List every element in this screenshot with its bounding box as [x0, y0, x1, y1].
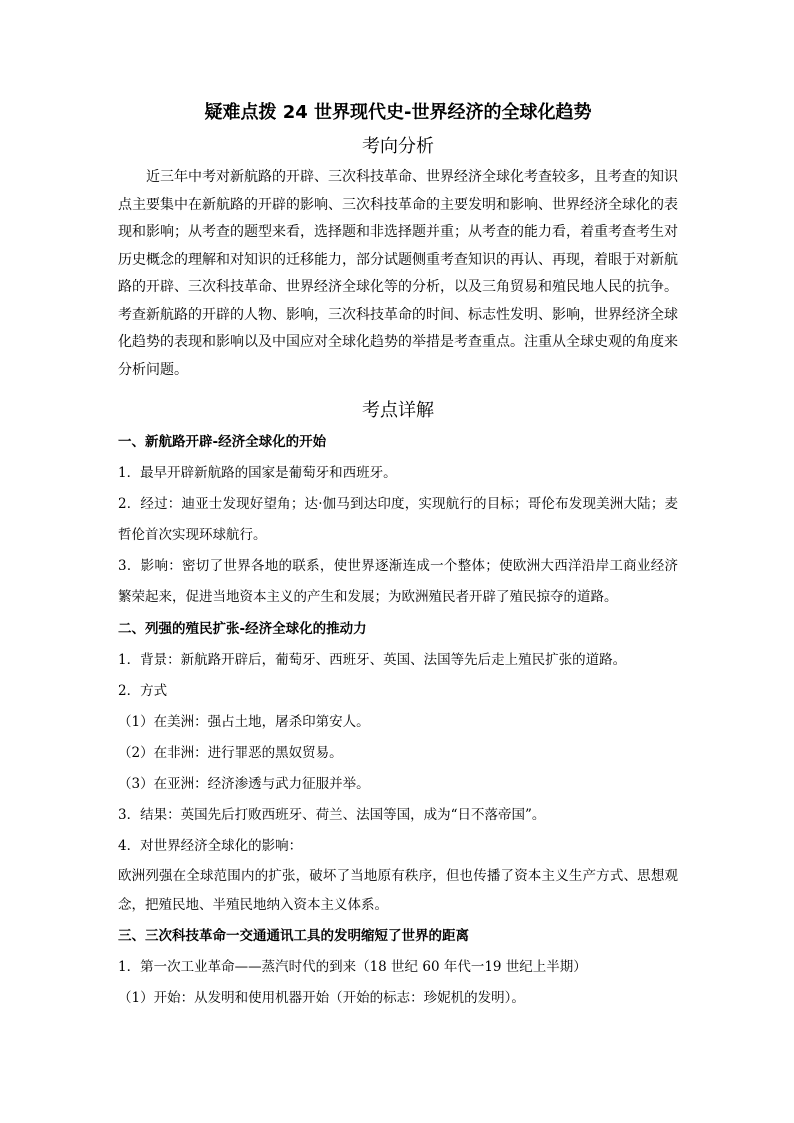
list-item: （3）在亚洲：经济渗透与武力征服并举。 [118, 776, 370, 792]
list-item: （2）在非洲：进行罪恶的黑奴贸易。 [118, 745, 343, 761]
list-item: 2．方式 [118, 683, 168, 699]
analysis-paragraph: 近三年中考对新航路的开辟、三次科技革命、世界经济全球化考查较多，且考查的知识点主要集中在新航路的开辟的影响、三次科技革命的主要发明和影响、世界经济全球化的表现和影响；从考查的题型来看，选择题和非选择题并重；从考查的能力看，着重考查考生对历史概念的理解和对知识的迁移能力，部分试题侧重考查知识的再认、再现，着眼于对新航路的开辟、三次科技革命、世界经济全球化等的分析，以及三角贸易和殖民地人民的抗争。考查新航路的开辟的人物、影响，三次科技革命的时间、标志性发明、影响，世界经济全球化趋势的表现和影响以及中国应对全球化趋势的举措是考查重点。注重从全球史观的角度来分析问题。 [118, 169, 678, 378]
list-item: 4．对世界经济全球化的影响： [118, 838, 303, 854]
list-item: 3．影响：密切了世界各地的联系，使世界逐渐连成一个整体；使欧洲大西洋沿岸工商业经济繁荣起来，促进当地资本主义的产生和发展；为欧洲殖民者开辟了殖民掠夺的道路。 [118, 558, 678, 605]
list-item: （1）开始：从发明和使用机器开始（开始的标志：珍妮机的发明）。 [118, 990, 525, 1006]
document-body [118, 100, 678, 1014]
list-item: 1．第一次工业革命——蒸汽时代的到来（18 世纪 60 年代一19 世纪上半期） [118, 959, 587, 975]
list-item: 1．背景：新航路开辟后，葡萄牙、西班牙、英国、法国等先后走上殖民扩张的道路。 [118, 652, 627, 668]
section-heading: 一、新航路开辟-经济全球化的开始 [118, 434, 327, 450]
list-item: 2．经过：迪亚士发现好望角；达·伽马到达印度，实现航行的目标；哥伦布发现美洲大陆；麦哲伦首次实现环球航行。 [118, 496, 678, 543]
document-title: 疑难点拨 24 世界现代史-世界经济的全球化趋势 [204, 102, 592, 123]
section-heading: 三、三次科技革命一交通通讯工具的发明缩短了世界的距离 [118, 928, 469, 944]
list-item: 欧洲列强在全球范围内的扩张，破坏了当地原有秩序，但也传播了资本主义生产方式、思想观念，把殖民地、半殖民地纳入资本主义体系。 [118, 868, 678, 913]
section-heading: 二、列强的殖民扩张-经济全球化的推动力 [118, 621, 367, 637]
section-tech-revolutions [118, 926, 678, 1014]
list-item: 1．最早开辟新航路的国家是葡萄牙和西班牙。 [118, 465, 397, 481]
analysis-title: 考向分析 [362, 136, 434, 157]
section-new-routes [118, 432, 678, 613]
list-item: 3．结果：英国先后打败西班牙、荷兰、法国等国，成为“日不落帝国”。 [118, 807, 546, 823]
section-colonial-expansion [118, 619, 678, 920]
list-item: （1）在美洲：强占土地，屠杀印第安人。 [118, 714, 370, 730]
details-title: 考点详解 [362, 400, 434, 421]
